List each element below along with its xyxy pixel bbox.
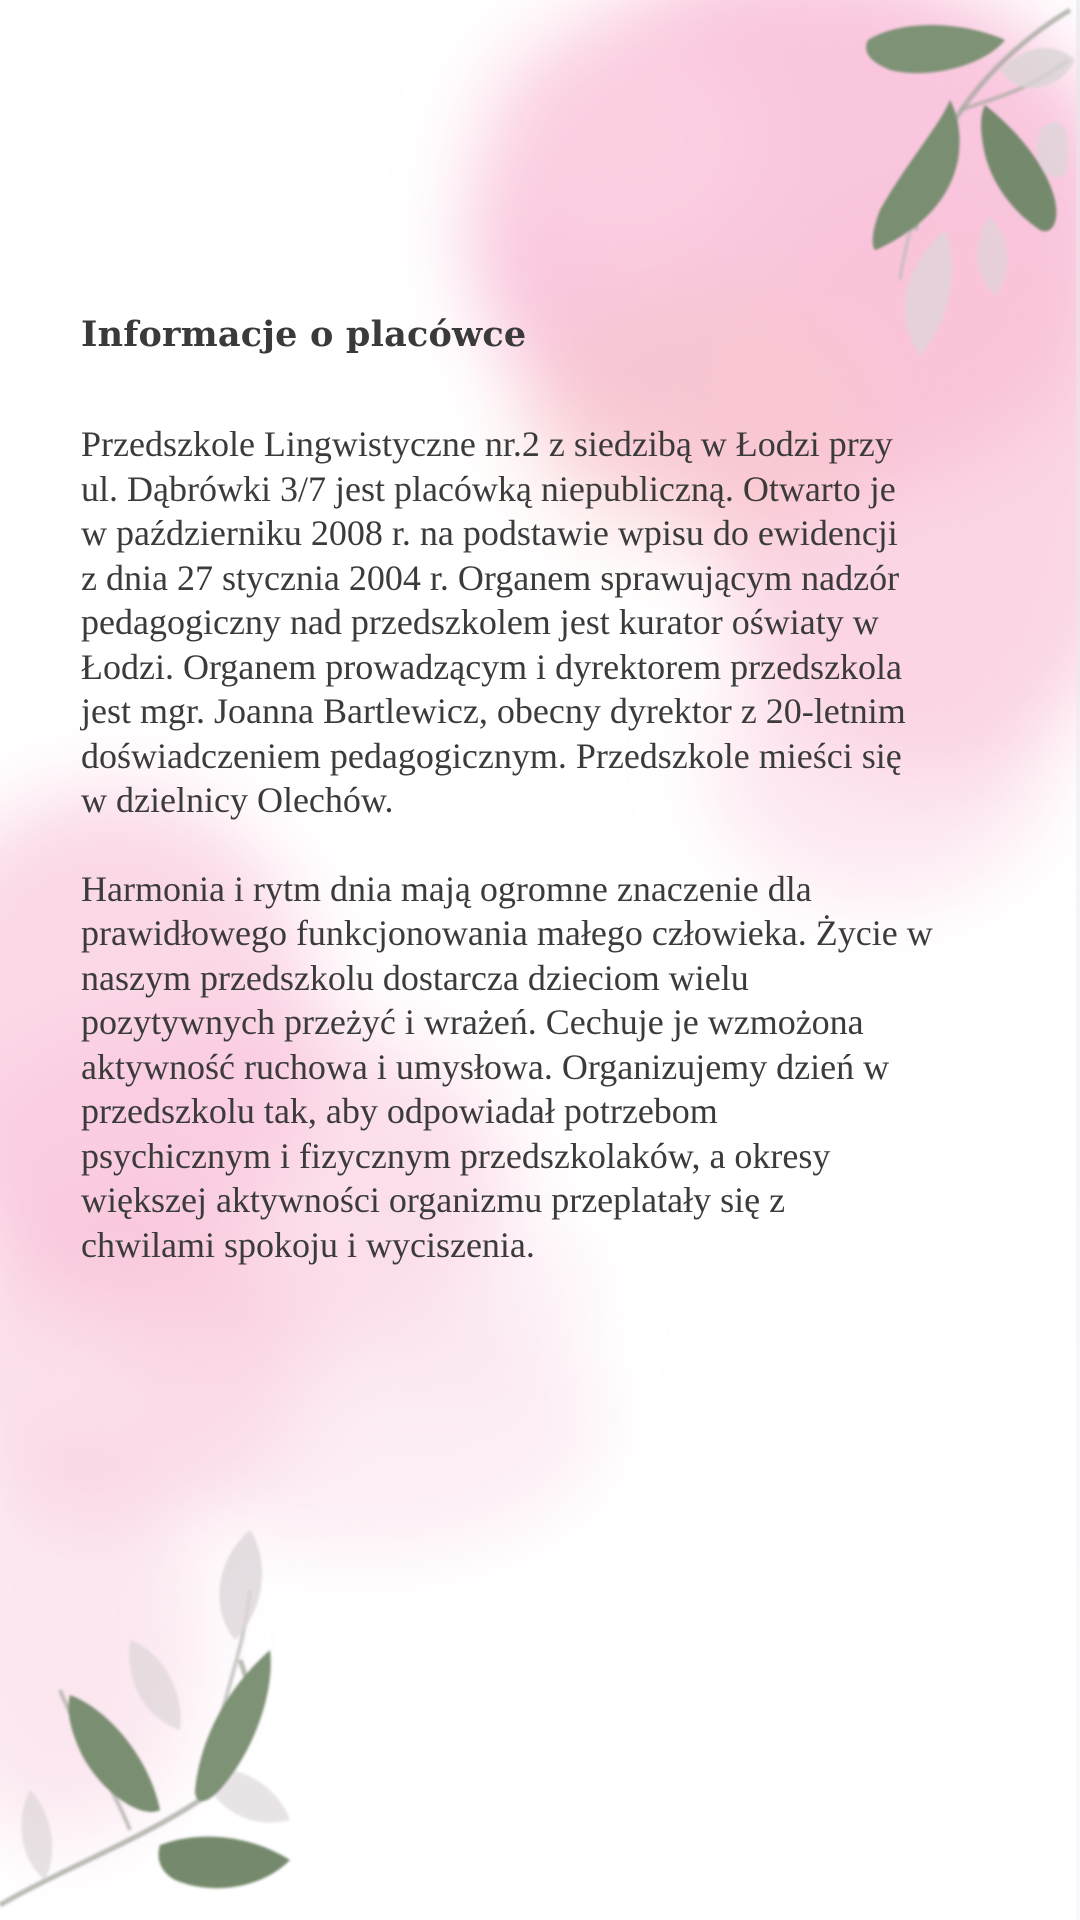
paragraph-daily-rhythm: Harmonia i rytm dnia mają ogromne znaczenie dla prawidłowego funkcjonowania małego człowieka. Życie w naszym przedszkolu dostarcza dzieciom wielu pozytywnych przeżyć i wrażeń. Cechuje je wzmożona aktywność ruchowa i umysłowa. Organizujemy dzień w przedszkolu tak, aby odpowiadał potrzebom psychicznym i fizycznym przedszkolaków, a okresy większej aktywności organizmu przeplatały się z chwilami spokoju i wyciszenia. [81, 868, 933, 1265]
main-content [81, 290, 1011, 1267]
page-title: Informacje o placówce [81, 314, 527, 355]
paragraph-about-facility: Przedszkole Lingwistyczne nr.2 z siedzibą w Łodzi przy ul. Dąbrówki 3/7 jest placówką niepubliczną. Otwarto je w październiku 2008 r. na podstawie wpisu do ewidencji z dnia 27 stycznia 2004 r. Organem sprawującym nadzór pedagogiczny nad przedszkolem jest kurator oświaty w Łodzi. Organem prowadzącym i dyrektorem przedszkola jest mgr. Joanna Bartlewicz, obecny dyrektor z 20-letnim doświadczeniem pedagogicznym. Przedszkole mieści się w dzielnicy Olechów. [81, 424, 906, 820]
page-edge [1076, 0, 1080, 1920]
